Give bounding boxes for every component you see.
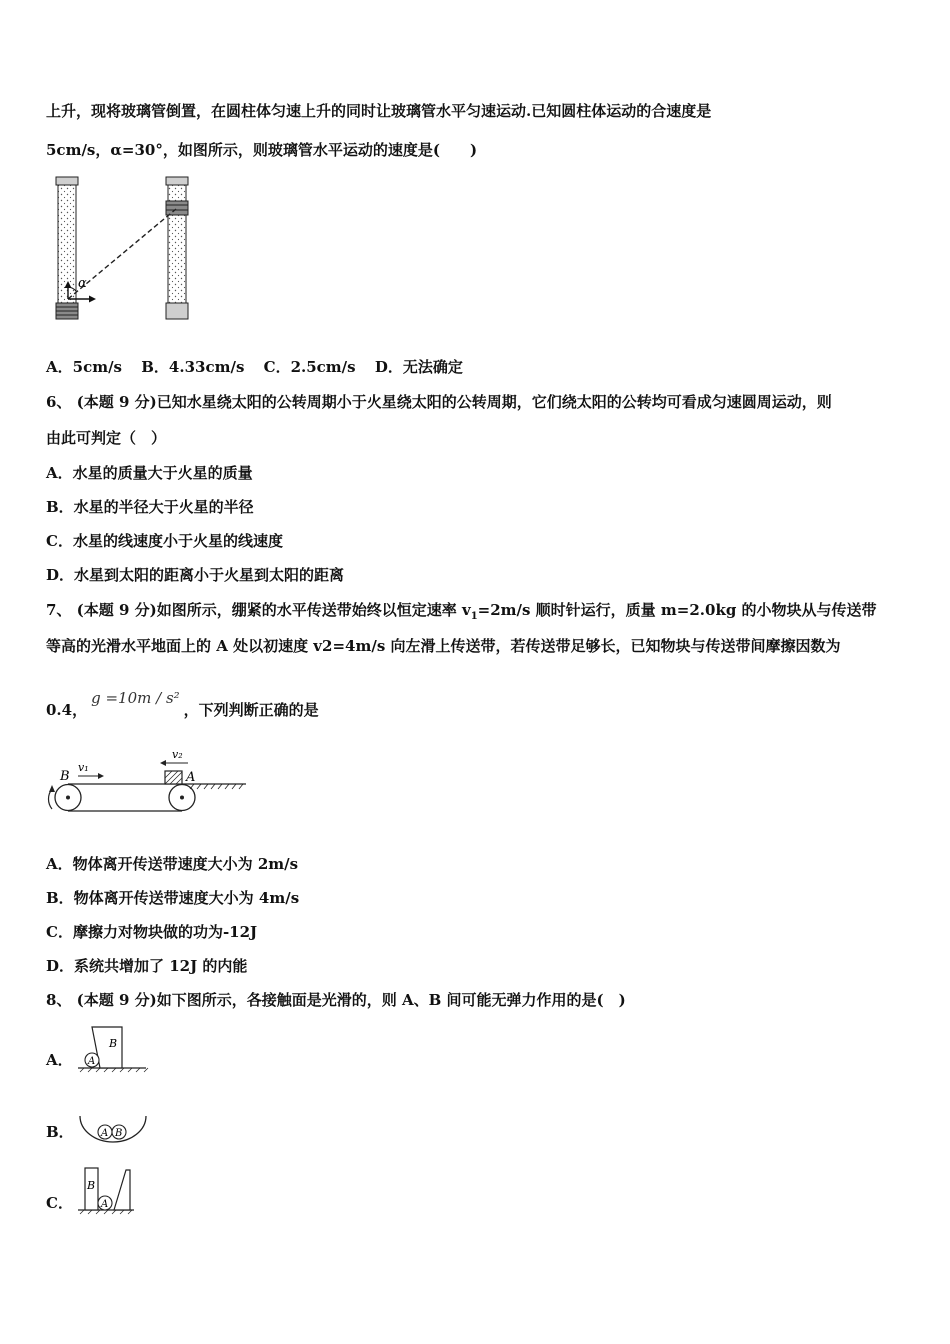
v1-arrow-icon [98, 773, 104, 779]
q6-option-b[interactable]: B．水星的半径大于火星的半径 [46, 498, 254, 516]
q7-stem-line3 [46, 689, 319, 720]
q6-option-a[interactable]: A．水星的质量大于火星的质量 [46, 464, 253, 482]
q8-option-a-label[interactable]: A． [46, 1051, 73, 1069]
rotation-arrow-icon [49, 785, 55, 792]
q5-stem-line1: 上升，现将玻璃管倒置，在圆柱体匀速上升的同时让玻璃管水平匀速运动.已知圆柱体运动的合速度是 [46, 102, 712, 120]
q7-stem-line1 [46, 600, 877, 627]
q7-option-d[interactable]: D．系统共增加了 12J 的内能 [46, 957, 248, 975]
label-a: A [186, 770, 196, 785]
q5-options [46, 357, 477, 377]
wedge [114, 1170, 130, 1210]
q7-conveyor-figure [44, 745, 254, 815]
q8-stem: 8、 (本题 9 分)如下图所示，各接触面是光滑的，则 A、B 间可能无弹力作用的是( ) [46, 991, 626, 1009]
alpha-label: α [78, 276, 87, 291]
label-v2: v₂ [172, 748, 183, 761]
label-v1: v₁ [78, 761, 89, 774]
q5-option-d[interactable]: D．无法确定 [374, 358, 463, 376]
q8-figure-a[interactable] [76, 1022, 150, 1074]
q5-stem-line2: 5cm/s，α=30°，如图所示，则玻璃管水平运动的速度是( ) [46, 141, 478, 159]
q6-option-d[interactable]: D．水星到太阳的距离小于火星到太阳的距离 [46, 566, 345, 584]
q8-figure-b[interactable] [76, 1110, 150, 1150]
fig-b-label-b: B [115, 1128, 123, 1139]
q7-stem-line2: 等高的光滑水平地面上的 A 处以初速度 v2=4m/s 向左滑上传送带，若传送带足够长，已知物块与传送带间摩擦因数为 [46, 637, 841, 655]
label-b: B [60, 769, 70, 784]
q5-glass-tube-figure [48, 175, 208, 325]
left-tube [56, 177, 78, 319]
q7-line3-post: ，下列判断正确的是 [183, 701, 319, 719]
horizontal-arrow-icon [89, 296, 96, 303]
q8-option-c-label[interactable]: C． [46, 1194, 73, 1212]
fig-b-label-a: A [101, 1128, 109, 1139]
q6-option-c[interactable]: C．水星的线速度小于火星的线速度 [46, 532, 283, 550]
block [165, 771, 182, 784]
q6-stem-line2: 由此可判定（ ） [46, 429, 167, 447]
q8-figure-c[interactable] [76, 1164, 140, 1216]
q7-line1-post: =2m/s 顺时针运行，质量 m=2.0kg 的小物块从与传送带 [477, 601, 877, 619]
q6-stem-line1: 6、 (本题 9 分)已知水星绕太阳的公转周期小于火星绕太阳的公转周期，它们绕太阳的公转均可看成匀速圆周运动，则 [46, 393, 832, 411]
q7-line3-pre: 0.4， [46, 701, 88, 719]
q7-option-c[interactable]: C．摩擦力对物块做的功为-12J [46, 923, 258, 941]
v2-arrow-icon [160, 760, 166, 766]
fig-a-label-a: A [88, 1056, 96, 1067]
q5-option-a[interactable]: A．5cm/s [46, 358, 123, 376]
fig-c-label-a: A [101, 1199, 109, 1210]
q7-option-b[interactable]: B．物体离开传送带速度大小为 4m/s [46, 889, 300, 907]
fig-a-label-b: B [109, 1037, 118, 1050]
q7-v1-subscript: 1 [470, 611, 478, 622]
q7-line1-pre: 7、 (本题 9 分)如图所示，绷紧的水平传送带始终以恒定速率 v [46, 601, 471, 619]
q7-option-a[interactable]: A．物体离开传送带速度大小为 2m/s [46, 855, 299, 873]
right-tube [166, 177, 188, 319]
q5-option-c[interactable]: C．2.5cm/s [263, 358, 356, 376]
fig-c-label-b: B [87, 1179, 96, 1192]
q5-option-b[interactable]: B．4.33cm/s [141, 358, 245, 376]
gravity-formula: g =10m / s² [91, 689, 180, 707]
q8-option-b-label[interactable]: B． [46, 1123, 74, 1141]
